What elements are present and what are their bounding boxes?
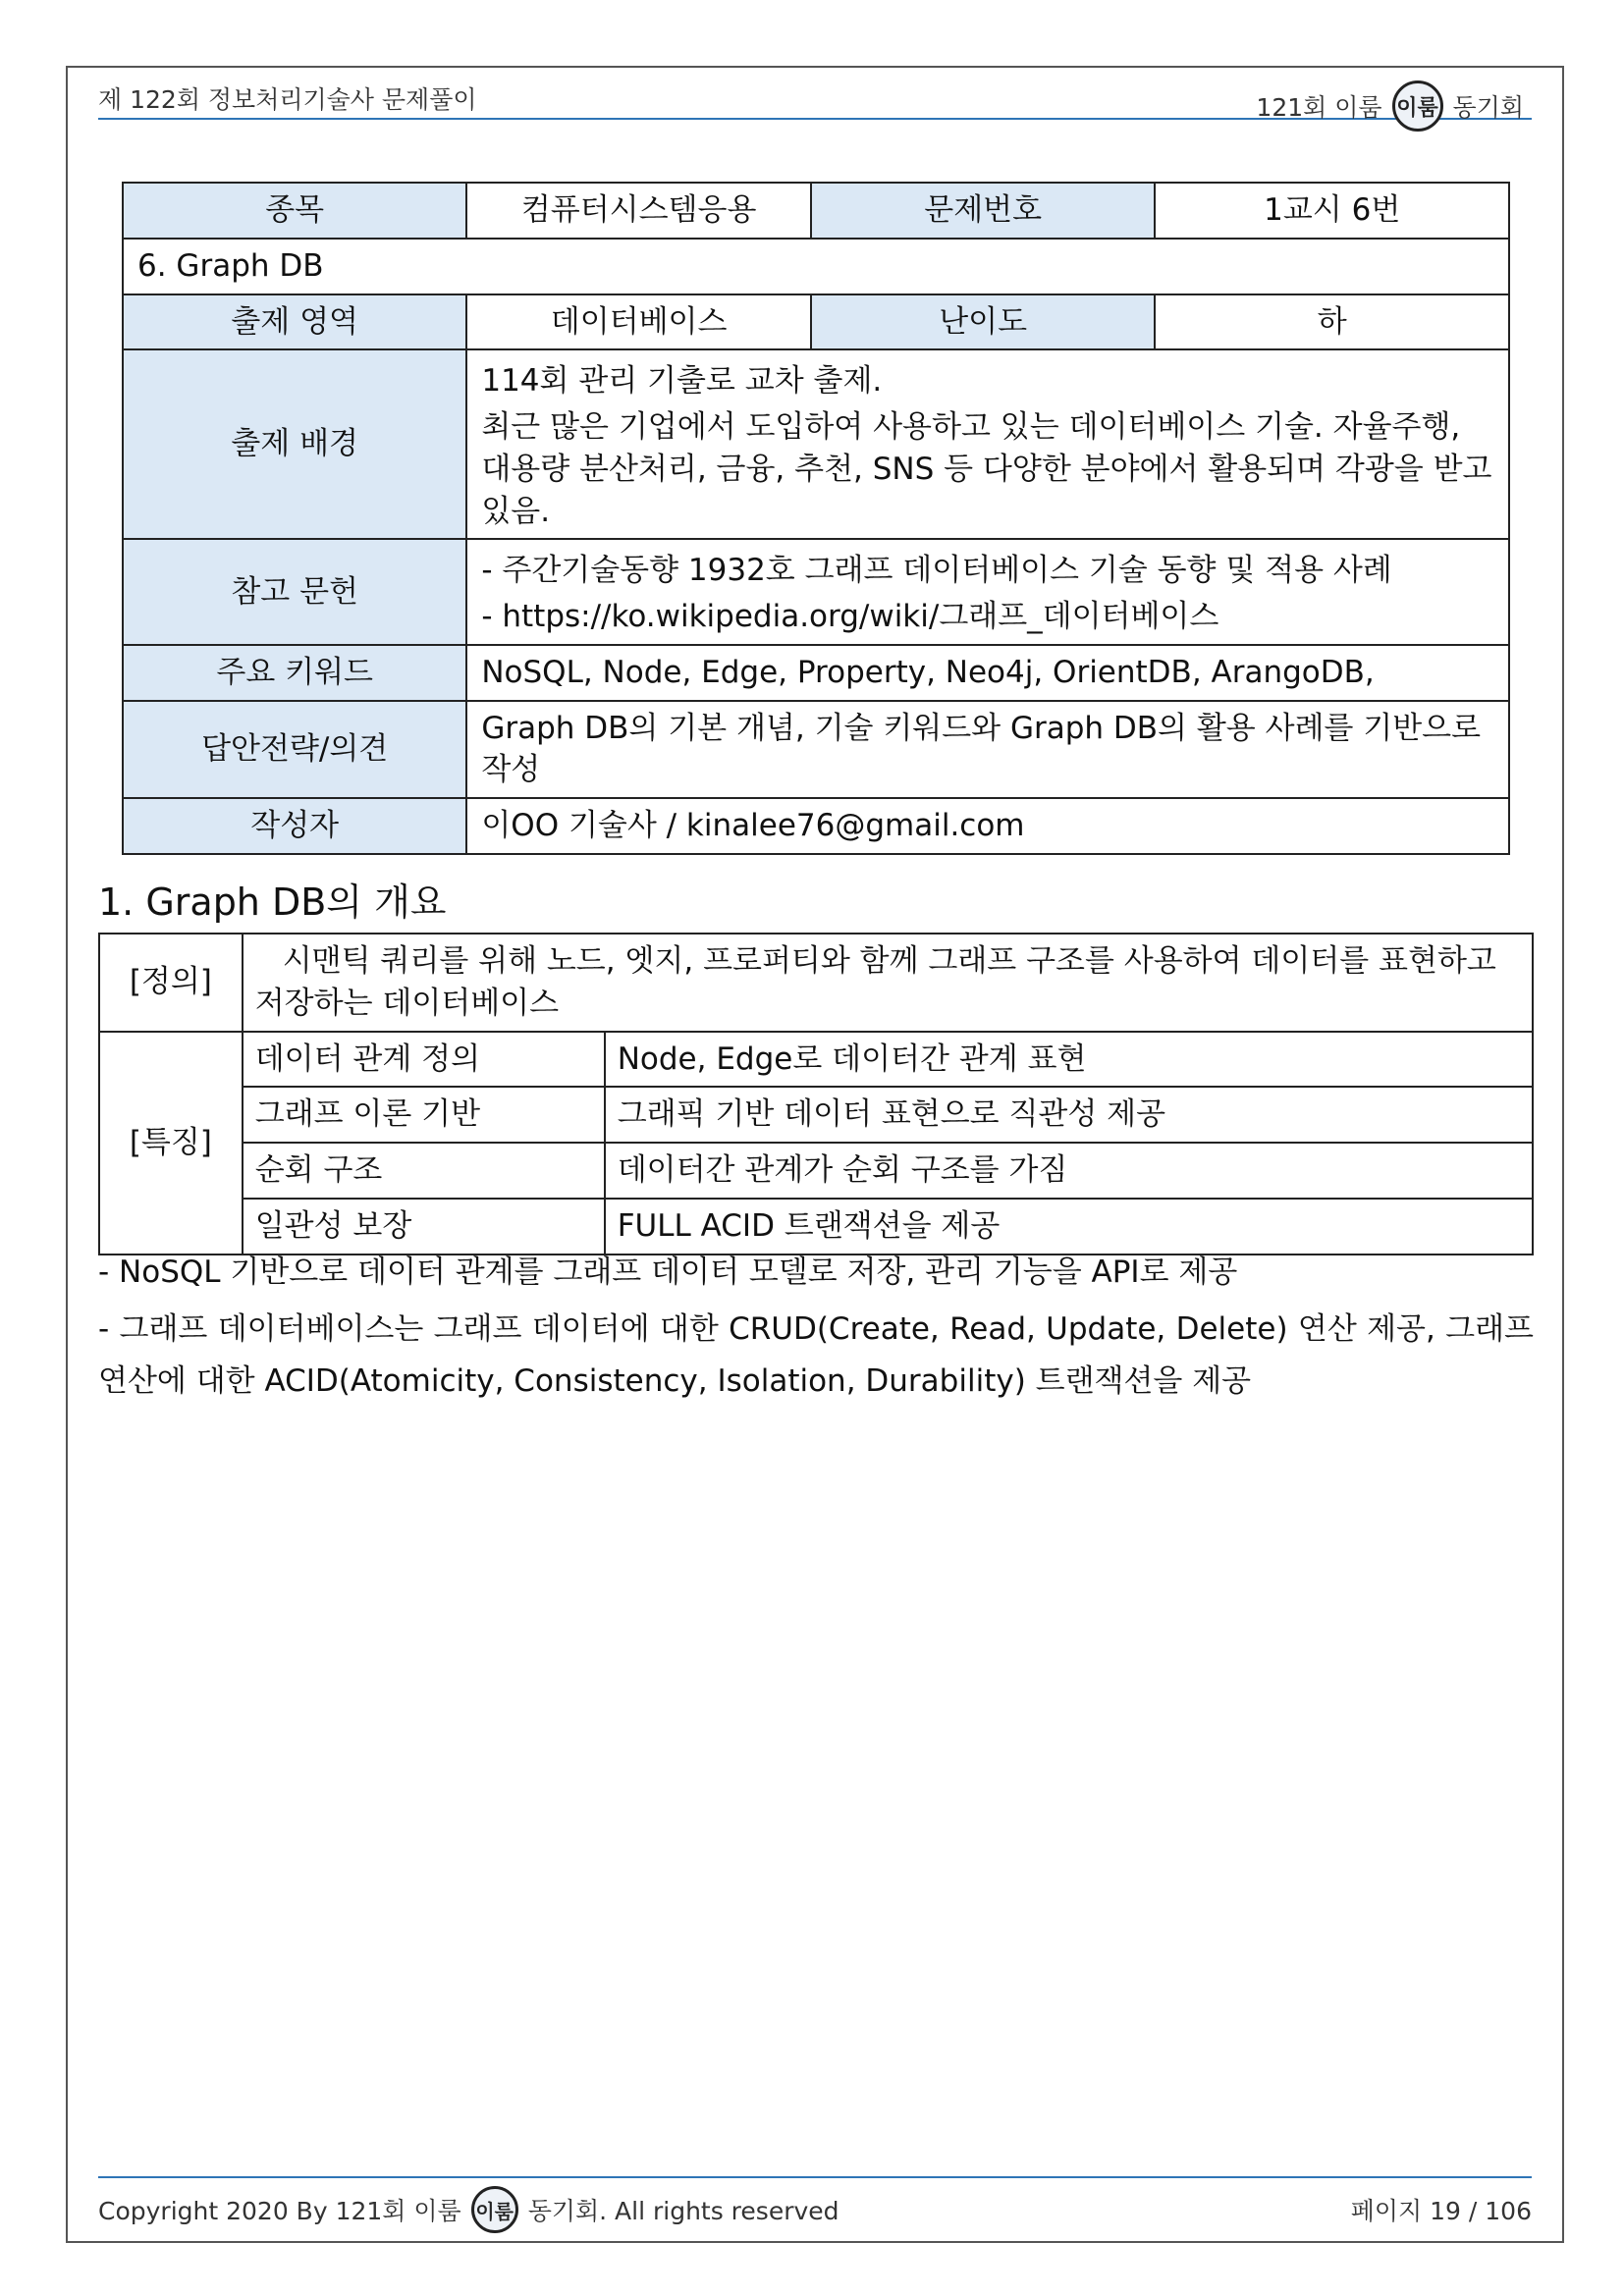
author-label: 작성자 — [123, 798, 466, 854]
footer-seal-logo: 이룸 — [471, 2186, 518, 2233]
bullet-crud-acid: - 그래프 데이터베이스는 그래프 데이터에 대한 CRUD(Create, Read, Update, Delete) 연산 제공, 그래프 연산에 대한 ACID(Atomicity, Consistency, Isolation, Durability) 트랜잭션을 제공 — [98, 1311, 1534, 1399]
header-group-suffix: 동기회 — [1452, 93, 1524, 122]
reference-label: 참고 문헌 — [123, 539, 466, 645]
header-group — [1256, 80, 1524, 132]
level-value: 하 — [1155, 294, 1509, 350]
reference-cell — [466, 539, 1509, 645]
reference-link[interactable]: - https://ko.wikipedia.org/wiki/그래프_데이터베이스 — [481, 599, 1219, 635]
page-footer — [98, 2176, 1532, 2229]
level-label: 난이도 — [811, 294, 1156, 350]
background-label: 출제 배경 — [123, 349, 466, 539]
feature-name: 순회 구조 — [243, 1143, 605, 1199]
feature-name: 그래프 이론 기반 — [243, 1087, 605, 1143]
qnum-value: 1교시 6번 — [1155, 183, 1509, 239]
feature-desc: 그래픽 기반 데이터 표현으로 직관성 제공 — [605, 1087, 1533, 1143]
feature-name: 일관성 보장 — [243, 1199, 605, 1255]
subject-label: 종목 — [123, 183, 466, 239]
overview-table — [98, 933, 1534, 1255]
definition-row — [99, 934, 1533, 1032]
header-title: 제 122회 정보처리기술사 문제풀이 — [98, 85, 477, 114]
area-label: 출제 영역 — [123, 294, 466, 350]
bullet-nosql: - NoSQL 기반으로 데이터 관계를 그래프 데이터 모델로 저장, 관리 기능을 API로 제공 — [98, 1255, 1238, 1290]
definition-text: 시맨틱 쿼리를 위해 노드, 엣지, 프로퍼티와 함께 그래프 구조를 사용하여 데이터를 표현하고 저장하는 데이터베이스 — [243, 934, 1533, 1032]
page-number: 페이지 19 / 106 — [1350, 2197, 1532, 2225]
section-title: 1. Graph DB의 개요 — [98, 881, 447, 924]
info-row-question — [123, 239, 1509, 294]
feature-row — [99, 1143, 1533, 1199]
copyright-text: Copyright 2020 By 121회 이룸 — [98, 2197, 461, 2225]
background-cell — [466, 349, 1509, 539]
background-line-1: 114회 관리 기출로 교차 출제. — [481, 363, 883, 400]
qnum-label: 문제번호 — [811, 183, 1156, 239]
info-row-area — [123, 294, 1509, 350]
author-value: 이OO 기술사 / kinalee76@gmail.com — [466, 798, 1509, 854]
keywords-label: 주요 키워드 — [123, 645, 466, 701]
definition-label: [정의] — [99, 934, 243, 1032]
seal-logo: 이룸 — [1392, 80, 1443, 132]
info-row-reference — [123, 539, 1509, 645]
copyright-suffix: 동기회. All rights reserved — [527, 2197, 839, 2225]
info-row-keywords — [123, 645, 1509, 701]
feature-name: 데이터 관계 정의 — [243, 1032, 605, 1088]
feature-desc: 데이터간 관계가 순회 구조를 가짐 — [605, 1143, 1533, 1199]
strategy-value: Graph DB의 기본 개념, 기술 키워드와 Graph DB의 활용 사례를 기반으로 작성 — [466, 701, 1509, 799]
keywords-value: NoSQL, Node, Edge, Property, Neo4j, OrientDB, ArangoDB, — [466, 645, 1509, 701]
feature-desc: Node, Edge로 데이터간 관계 표현 — [605, 1032, 1533, 1088]
page-header — [98, 77, 1532, 120]
feature-row — [99, 1032, 1533, 1088]
info-row-subject — [123, 183, 1509, 239]
area-value: 데이터베이스 — [466, 294, 811, 350]
feature-desc: FULL ACID 트랜잭션을 제공 — [605, 1199, 1533, 1255]
info-row-author — [123, 798, 1509, 854]
question-info-table — [122, 182, 1510, 855]
footer-copyright — [98, 2186, 839, 2233]
background-line-2: 최근 많은 기업에서 도입하여 사용하고 있는 데이터베이스 기술. 자율주행, 대용량 분산처리, 금융, 추천, SNS 등 다양한 분야에서 활용되며 각광을 받고 있음. — [481, 409, 1492, 529]
info-row-background — [123, 349, 1509, 539]
features-label: [특징] — [99, 1032, 243, 1255]
question-title: 6. Graph DB — [123, 239, 1509, 294]
feature-row — [99, 1087, 1533, 1143]
header-group-name: 121회 이룸 — [1256, 93, 1382, 122]
strategy-label: 답안전략/의견 — [123, 701, 466, 799]
info-row-strategy — [123, 701, 1509, 799]
reference-line-1: - 주간기술동향 1932호 그래프 데이터베이스 기술 동향 및 적용 사례 — [481, 553, 1392, 589]
subject-value: 컴퓨터시스템응용 — [466, 183, 811, 239]
